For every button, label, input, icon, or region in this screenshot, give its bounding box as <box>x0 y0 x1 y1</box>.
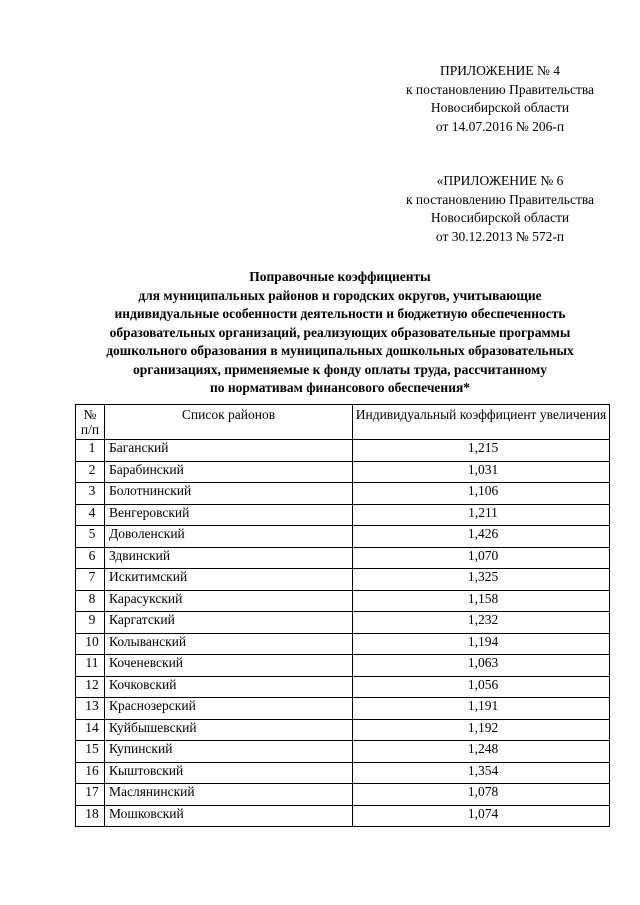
table-row <box>76 526 610 548</box>
row-coefficient: 1,325 <box>353 569 610 591</box>
table-body <box>76 440 610 827</box>
row-district: Кыштовский <box>105 762 353 784</box>
row-number: 15 <box>76 741 105 763</box>
row-district: Болотнинский <box>105 483 353 505</box>
row-district: Барабинский <box>105 461 353 483</box>
row-coefficient: 1,211 <box>353 504 610 526</box>
table-row <box>76 569 610 591</box>
row-coefficient: 1,158 <box>353 590 610 612</box>
table-header-row <box>76 405 610 440</box>
row-number: 16 <box>76 762 105 784</box>
table-row <box>76 741 610 763</box>
row-district: Кочковский <box>105 676 353 698</box>
row-district: Купинский <box>105 741 353 763</box>
table-row <box>76 719 610 741</box>
row-number: 8 <box>76 590 105 612</box>
row-district: Венгеровский <box>105 504 353 526</box>
row-number: 9 <box>76 612 105 634</box>
row-number: 3 <box>76 483 105 505</box>
row-number: 12 <box>76 676 105 698</box>
appendix-reference: к постановлению Правительства <box>405 191 595 207</box>
title-line: для муниципальных районов и городских округов, учитывающие <box>138 287 542 303</box>
table-row <box>76 805 610 827</box>
header-coefficient: Индивидуальный коэффициент увеличения <box>353 405 610 440</box>
header-district: Список районов <box>105 405 353 440</box>
appendix-title: «ПРИЛОЖЕНИЕ № 6 <box>436 173 564 188</box>
row-coefficient: 1,215 <box>353 440 610 462</box>
coefficients-table <box>75 404 610 827</box>
row-district: Куйбышевский <box>105 719 353 741</box>
table-row <box>76 612 610 634</box>
row-coefficient: 1,194 <box>353 633 610 655</box>
table-row <box>76 504 610 526</box>
row-coefficient: 1,191 <box>353 698 610 720</box>
title-line: образовательных организаций, реализующих образовательные программы <box>109 324 571 340</box>
table-row <box>76 590 610 612</box>
row-district: Коченевский <box>105 655 353 677</box>
row-district: Колыванский <box>105 633 353 655</box>
row-coefficient: 1,078 <box>353 784 610 806</box>
row-coefficient: 1,070 <box>353 547 610 569</box>
appendix-date-number: от 30.12.2013 № 572-п <box>435 228 565 244</box>
table-row <box>76 547 610 569</box>
appendix-reference: к постановлению Правительства <box>405 81 595 97</box>
header-number: № п/п <box>76 405 105 440</box>
row-district: Доволенский <box>105 526 353 548</box>
appendix-title: ПРИЛОЖЕНИЕ № 4 <box>439 63 561 78</box>
row-number: 6 <box>76 547 105 569</box>
row-district: Каргатский <box>105 612 353 634</box>
row-number: 14 <box>76 719 105 741</box>
row-district: Здвинский <box>105 547 353 569</box>
row-coefficient: 1,063 <box>353 655 610 677</box>
row-coefficient: 1,354 <box>353 762 610 784</box>
table-row <box>76 440 610 462</box>
row-number: 5 <box>76 526 105 548</box>
title-line: индивидуальные особенности деятельности и бюджетную обеспеченность <box>114 306 566 321</box>
row-number: 4 <box>76 504 105 526</box>
table-row <box>76 655 610 677</box>
appendix-date-number: от 14.07.2016 № 206-п <box>435 118 565 134</box>
table-row <box>76 676 610 698</box>
row-district: Карасукский <box>105 590 353 612</box>
row-coefficient: 1,248 <box>353 741 610 763</box>
row-district: Мошковский <box>105 805 353 827</box>
row-coefficient: 1,074 <box>353 805 610 827</box>
title-line: Поправочные коэффициенты <box>249 269 431 284</box>
table-row <box>76 784 610 806</box>
title-line: по нормативам финансового обеспечения* <box>209 380 471 395</box>
appendix-header-original <box>375 172 625 246</box>
row-district: Искитимский <box>105 569 353 591</box>
document-title <box>40 268 640 398</box>
row-district: Краснозерский <box>105 698 353 720</box>
appendix-region: Новосибирской области <box>430 210 570 225</box>
row-coefficient: 1,056 <box>353 676 610 698</box>
title-line: организациях, применяемые к фонду оплаты труда, рассчитанному <box>133 361 547 377</box>
table-row <box>76 633 610 655</box>
appendix-region: Новосибирской области <box>430 100 570 115</box>
row-coefficient: 1,031 <box>353 461 610 483</box>
table-row <box>76 461 610 483</box>
row-coefficient: 1,106 <box>353 483 610 505</box>
title-line: дошкольного образования в муниципальных дошкольных образовательных <box>106 343 574 358</box>
table-row <box>76 762 610 784</box>
table-row <box>76 698 610 720</box>
row-coefficient: 1,426 <box>353 526 610 548</box>
row-number: 13 <box>76 698 105 720</box>
row-number: 18 <box>76 805 105 827</box>
table-row <box>76 483 610 505</box>
row-number: 7 <box>76 569 105 591</box>
appendix-header-current <box>375 62 625 136</box>
row-district: Баганский <box>105 440 353 462</box>
row-coefficient: 1,192 <box>353 719 610 741</box>
row-number: 17 <box>76 784 105 806</box>
row-district: Маслянинский <box>105 784 353 806</box>
row-number: 2 <box>76 461 105 483</box>
row-coefficient: 1,232 <box>353 612 610 634</box>
row-number: 11 <box>76 655 105 677</box>
row-number: 1 <box>76 440 105 462</box>
row-number: 10 <box>76 633 105 655</box>
